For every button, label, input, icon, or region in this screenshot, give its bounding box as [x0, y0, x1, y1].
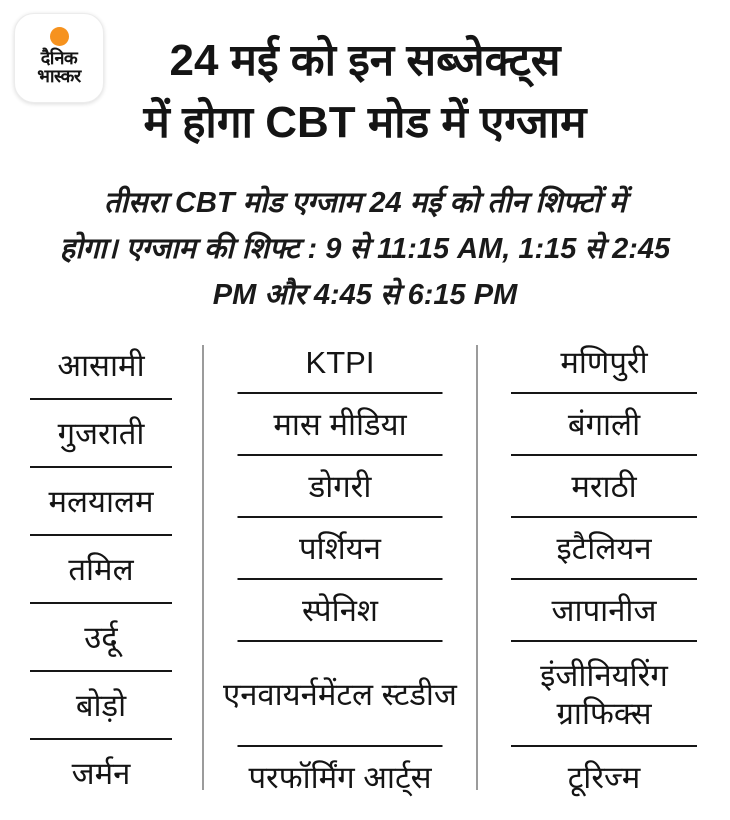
subjects-column-1 [0, 332, 202, 808]
subject-item [204, 456, 476, 518]
subject-item [478, 642, 730, 747]
headline-line1: 24 मई को इन सब्जेक्ट्स [169, 36, 561, 85]
headline-line2: में होगा CBT मोड में एग्जाम [143, 98, 587, 147]
subject-label: परफॉर्मिंग आर्ट्स [248, 759, 432, 795]
logo-orange-dot-icon [50, 27, 69, 46]
subject-label: स्पेनिश [302, 593, 378, 628]
subject-label: मलयालम [48, 484, 154, 519]
subtitle-line1: तीसरा CBT मोड एग्जाम 24 मई को तीन शिफ्टों में [103, 187, 627, 219]
subject-label: इटैलियन [556, 531, 652, 566]
subject-label: मणिपुरी [560, 345, 648, 380]
subject-item [204, 642, 476, 747]
logo-line2: भास्कर [37, 65, 81, 86]
subject-label: डोगरी [308, 469, 372, 504]
subject-label: गुजराती [57, 416, 145, 451]
subject-label: पर्शियन [299, 531, 381, 566]
subject-label: एनवायर्नमेंटल स्टडीज [223, 676, 457, 712]
subject-label: इंजीनियरिंग ग्राफिक्स [540, 657, 668, 731]
subject-item [204, 580, 476, 642]
subtitle-line3: PM और 4:45 से 6:15 PM [212, 279, 518, 311]
subject-item [478, 580, 730, 642]
subject-label: टूरिज्म [567, 759, 641, 795]
subject-label: तमिल [68, 552, 134, 587]
subject-item [0, 468, 202, 536]
subject-item [0, 400, 202, 468]
subject-item [478, 456, 730, 518]
subject-item [204, 518, 476, 580]
subject-label: मास मीडिया [273, 407, 407, 442]
subjects-column-3 [478, 332, 730, 808]
subject-item [0, 672, 202, 740]
subject-label: बोड़ो [75, 688, 127, 723]
subjects-column-2 [204, 332, 476, 808]
subtitle [0, 180, 730, 318]
subject-item [0, 740, 202, 808]
dainik-bhaskar-logo [14, 13, 104, 103]
subjects-table [0, 332, 730, 808]
subject-item [478, 332, 730, 394]
subject-label: बंगाली [567, 407, 641, 442]
subject-item [0, 332, 202, 400]
subject-item [478, 747, 730, 808]
subject-item [0, 604, 202, 672]
subject-item [204, 332, 476, 394]
subject-label: KTPI [305, 345, 375, 380]
subject-item [204, 747, 476, 808]
subject-label: जापानीज [551, 593, 657, 628]
subtitle-line2: होगा। एग्जाम की शिफ्ट : 9 से 11:15 AM, 1:15 से 2:45 [59, 233, 671, 265]
subject-label: जर्मन [71, 756, 131, 791]
subject-item [0, 536, 202, 604]
logo-line1: दैनिक [40, 47, 78, 68]
subject-label: मराठी [571, 469, 637, 504]
subject-item [204, 394, 476, 456]
subject-item [478, 394, 730, 456]
subject-item [478, 518, 730, 580]
subject-label: आसामी [57, 348, 145, 383]
subject-label: उर्दू [84, 620, 118, 655]
headline [0, 0, 730, 154]
logo-wordmark [37, 47, 81, 86]
